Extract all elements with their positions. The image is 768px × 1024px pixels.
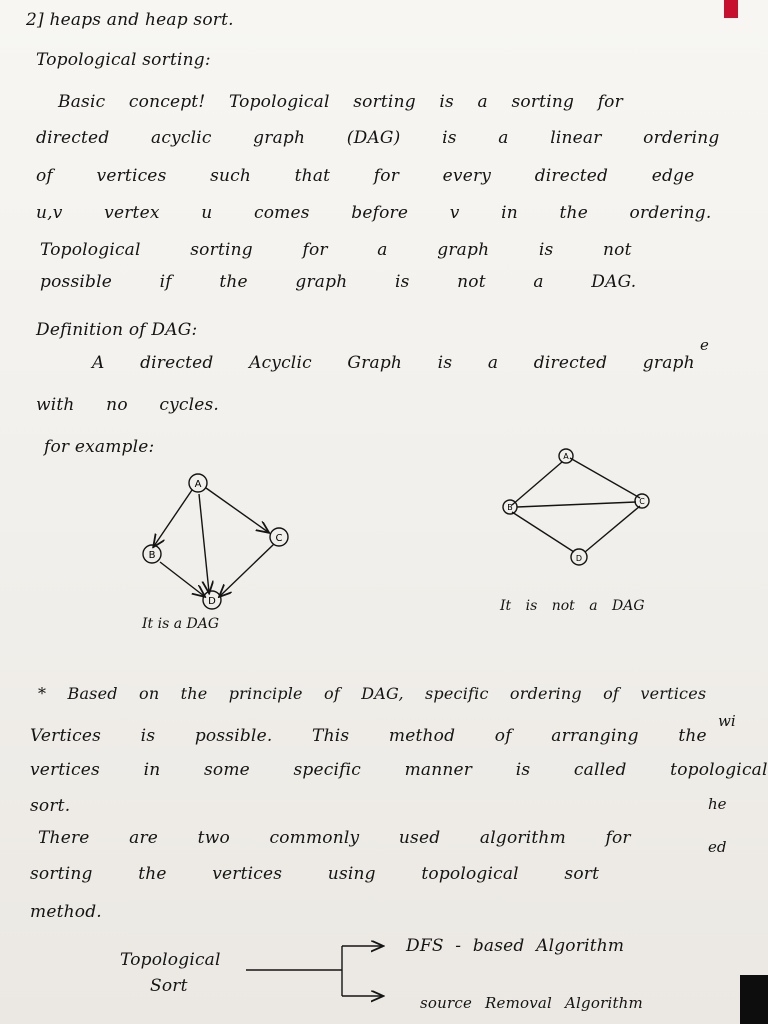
concept-line-2: directed acyclic graph (DAG) is a linear ordering (36, 128, 720, 148)
flow-branch-dfs: DFS - based Algorithm (406, 936, 625, 956)
dag-node-b-label: B (148, 550, 156, 561)
concept-line-6: possible if the graph is not a DAG. (40, 272, 637, 292)
principle-line-4: sort. (30, 796, 71, 816)
definition-heading: Definition of DAG: (36, 320, 198, 340)
concept-line-5: Topological sorting for a graph is not (40, 240, 632, 260)
definition-line-2: with no cycles. (36, 395, 220, 415)
margin-bleed-3: he (708, 795, 727, 813)
concept-line-3: of vertices such that for every directed edge (36, 166, 695, 186)
section-title: Topological sorting: (36, 50, 211, 70)
notdag-node-d-label: D (575, 554, 583, 563)
notdag-node-a-label: A (563, 452, 569, 461)
dag-node-a-label: A (194, 479, 202, 490)
dag-node-c-label: C (275, 533, 283, 544)
principle-line-5: There are two commonly used algorithm for (38, 828, 631, 848)
margin-bleed-2: wi (718, 712, 736, 730)
principle-line-3: vertices in some specific manner is called topological (30, 760, 768, 780)
example-heading: for example: (44, 437, 155, 457)
definition-line-1: A directed Acyclic Graph is a directed graph (92, 353, 695, 373)
not-dag-caption: It is not a DAG (500, 598, 645, 614)
dag-caption: It is a DAG (142, 616, 220, 632)
flow-source-label: Topological (120, 950, 221, 970)
page-header: 2] heaps and heap sort. (26, 10, 234, 30)
principle-line-1: * Based on the principle of DAG, specific ordering of vertices (38, 684, 707, 703)
margin-bleed-4: ed (708, 838, 727, 856)
principle-line-2: Vertices is possible. This method of arranging the (30, 726, 707, 746)
margin-bleed-1: e (700, 336, 709, 354)
flow-source-label-2: Sort (150, 976, 188, 996)
principle-line-7: method. (30, 902, 102, 922)
principle-line-6: sorting the vertices using topological sort (30, 864, 600, 884)
dag-node-d-label: D (208, 596, 216, 607)
flow-branch-source-removal: source Removal Algorithm (420, 994, 643, 1012)
notdag-node-b-label: B (507, 503, 513, 512)
notdag-node-c-label: C (639, 497, 645, 506)
concept-line-1: Basic concept! Topological sorting is a sorting for (58, 92, 623, 112)
concept-line-4: u,v vertex u comes before v in the ordering. (36, 203, 712, 223)
